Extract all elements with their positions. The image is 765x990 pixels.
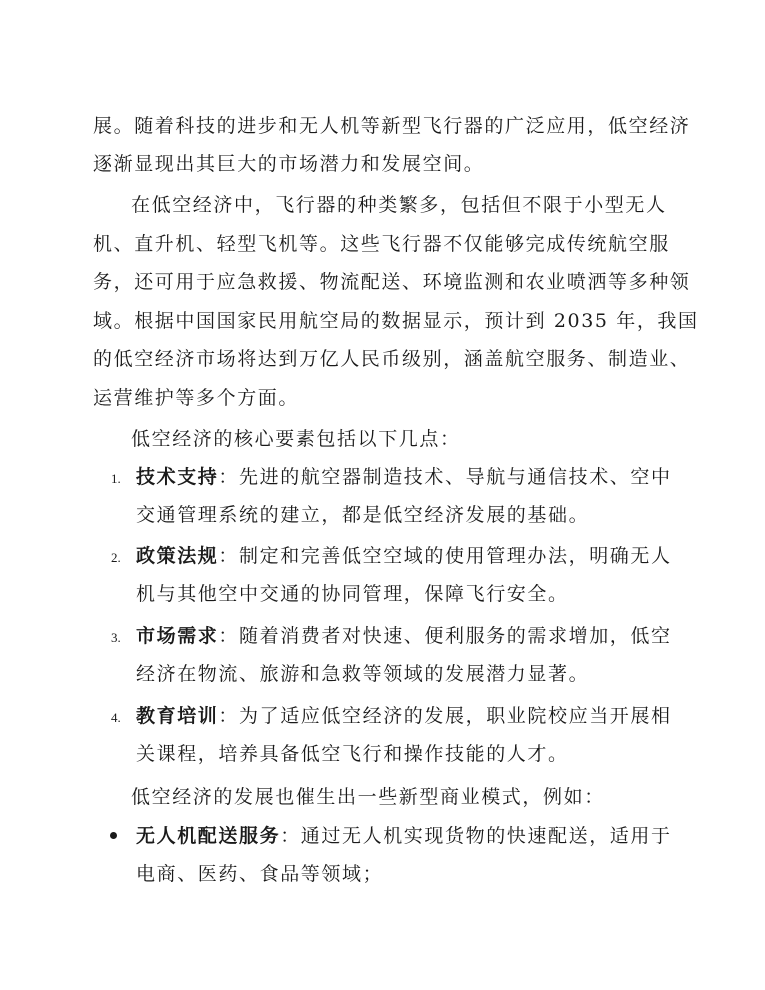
- list-number: 2.: [111, 550, 121, 565]
- intro-line-1: 展。随着科技的进步和无人机等新型飞行器的广泛应用，低空经济: [93, 115, 691, 137]
- list-text: ：先进的航空器制造技术、导航与通信技术、空中: [218, 466, 672, 488]
- list-term: 技术支持: [136, 466, 219, 488]
- list-item-market-line-2: 经济在物流、旅游和急救等领域的发展潜力显著。: [136, 663, 590, 685]
- list-number: 4.: [111, 710, 121, 725]
- list-item-policy-line-2: 机与其他空中交通的协同管理，保障飞行安全。: [136, 583, 569, 605]
- list-item-policy-line-1: [136, 544, 672, 568]
- list-term: 政策法规: [136, 545, 219, 567]
- list-text: ：为了适应低空经济的发展，职业院校应当开展相: [218, 705, 672, 727]
- para2-line-2: 机、直升机、轻型飞机等。这些飞行器不仅能够完成传统航空服: [93, 233, 670, 255]
- list-number: 3.: [111, 630, 121, 645]
- intro-line-2: 逐渐显现出其巨大的市场潜力和发展空间。: [93, 153, 485, 175]
- para2-line-3: 务，还可用于应急救援、物流配送、环境监测和农业喷洒等多种领: [93, 271, 691, 293]
- para2-line-6: 运营维护等多个方面。: [93, 387, 300, 409]
- list-item-tech-line-1: [136, 465, 672, 489]
- list-item-edu-line-1: [136, 704, 672, 728]
- list-text: ：随着消费者对快速、便利服务的需求增加，低空: [218, 625, 672, 647]
- list-text: ：通过无人机实现货物的快速配送，适用于: [280, 825, 672, 847]
- para2-line-5: 的低空经济市场将达到万亿人民币级别，涵盖航空服务、制造业、: [93, 348, 691, 370]
- list-item-tech-line-2: 交通管理系统的建立，都是低空经济发展的基础。: [136, 504, 590, 526]
- list-term: 教育培训: [136, 705, 219, 727]
- bullet-icon: [110, 832, 117, 839]
- core-intro: 低空经济的核心要素包括以下几点：: [131, 428, 461, 450]
- model-intro: 低空经济的发展也催生出一些新型商业模式，例如：: [131, 786, 605, 808]
- bullet-item-drone-line-1: [136, 824, 672, 848]
- para2-line-4: 域。根据中国国家民用航空局的数据显示，预计到 2035 年，我国: [93, 310, 699, 332]
- list-item-market-line-1: [136, 624, 672, 648]
- list-term: 市场需求: [136, 625, 219, 647]
- bullet-item-drone-line-2: 电商、医药、食品等领域；: [136, 863, 384, 885]
- list-item-edu-line-2: 关课程，培养具备低空飞行和操作技能的人才。: [136, 743, 569, 765]
- list-number: 1.: [111, 471, 121, 486]
- list-term: 无人机配送服务: [136, 825, 281, 847]
- para2-line-1: 在低空经济中，飞行器的种类繁多，包括但不限于小型无人: [131, 194, 667, 216]
- list-text: ：制定和完善低空空域的使用管理办法，明确无人: [218, 545, 672, 567]
